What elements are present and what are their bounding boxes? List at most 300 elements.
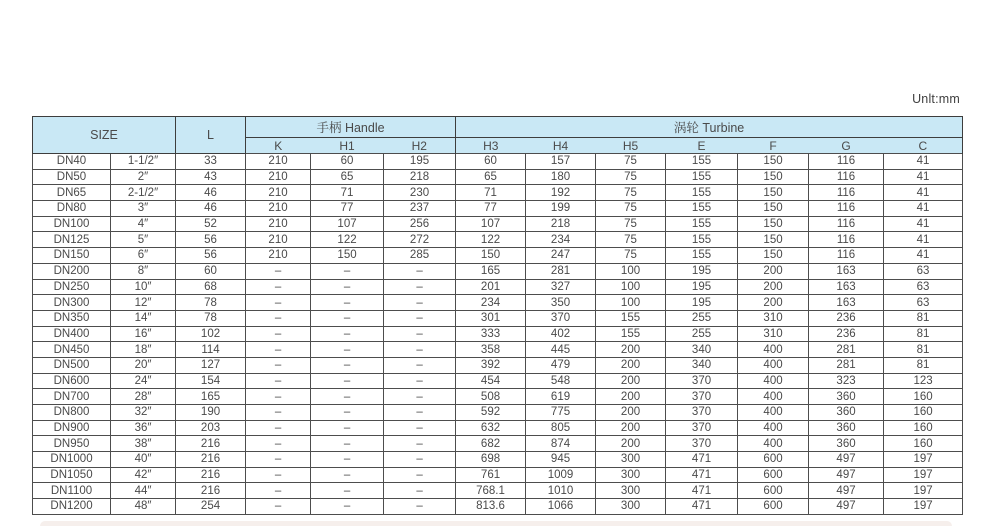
cell: 497 bbox=[809, 467, 884, 483]
cell: – bbox=[384, 326, 456, 342]
cell: 2″ bbox=[111, 169, 176, 185]
cell: 300 bbox=[596, 499, 666, 515]
cell: 327 bbox=[526, 279, 596, 295]
cell: 200 bbox=[596, 373, 666, 389]
cell: 200 bbox=[596, 436, 666, 452]
cell: 81 bbox=[884, 357, 963, 373]
cell: 402 bbox=[526, 326, 596, 342]
table-row bbox=[33, 405, 963, 421]
cell: 360 bbox=[809, 389, 884, 405]
cell: 56 bbox=[176, 232, 246, 248]
cell: 234 bbox=[456, 295, 526, 311]
header-f: F bbox=[738, 138, 809, 154]
cell: 195 bbox=[384, 154, 456, 170]
cell: 216 bbox=[176, 483, 246, 499]
cell: 281 bbox=[809, 342, 884, 358]
cell: 210 bbox=[246, 232, 311, 248]
cell: 210 bbox=[246, 169, 311, 185]
cell: 698 bbox=[456, 452, 526, 468]
cell: 100 bbox=[596, 295, 666, 311]
cell: – bbox=[246, 357, 311, 373]
cell: 400 bbox=[738, 373, 809, 389]
cell: 155 bbox=[596, 310, 666, 326]
cell: 370 bbox=[666, 436, 738, 452]
cell: – bbox=[246, 295, 311, 311]
cell: DN300 bbox=[33, 295, 111, 311]
cell: 255 bbox=[666, 310, 738, 326]
table-row bbox=[33, 373, 963, 389]
cell: 81 bbox=[884, 310, 963, 326]
cell: 471 bbox=[666, 483, 738, 499]
cell: – bbox=[311, 452, 384, 468]
cell: DN450 bbox=[33, 342, 111, 358]
cell: 619 bbox=[526, 389, 596, 405]
cell: 56 bbox=[176, 248, 246, 264]
cell: DN125 bbox=[33, 232, 111, 248]
table-row bbox=[33, 326, 963, 342]
table-row bbox=[33, 279, 963, 295]
cell: – bbox=[311, 357, 384, 373]
cell: – bbox=[246, 452, 311, 468]
cell: 160 bbox=[884, 405, 963, 421]
cell: 42″ bbox=[111, 467, 176, 483]
cell: 154 bbox=[176, 373, 246, 389]
cell: 127 bbox=[176, 357, 246, 373]
cell: 100 bbox=[596, 263, 666, 279]
cell: 210 bbox=[246, 248, 311, 264]
cell: 160 bbox=[884, 436, 963, 452]
cell: 195 bbox=[666, 295, 738, 311]
header-k: K bbox=[246, 138, 311, 154]
cell: – bbox=[246, 279, 311, 295]
cell: 340 bbox=[666, 342, 738, 358]
table-row bbox=[33, 499, 963, 515]
cell: 60 bbox=[456, 154, 526, 170]
table-row bbox=[33, 389, 963, 405]
cell: – bbox=[384, 389, 456, 405]
cell: 116 bbox=[809, 216, 884, 232]
cell: 46 bbox=[176, 185, 246, 201]
cell: – bbox=[246, 499, 311, 515]
cell: 107 bbox=[311, 216, 384, 232]
cell: – bbox=[311, 467, 384, 483]
table-row bbox=[33, 295, 963, 311]
cell: 201 bbox=[456, 279, 526, 295]
cell: DN50 bbox=[33, 169, 111, 185]
cell: 497 bbox=[809, 452, 884, 468]
cell: 65 bbox=[311, 169, 384, 185]
cell: – bbox=[384, 310, 456, 326]
cell: 370 bbox=[666, 373, 738, 389]
cell: DN150 bbox=[33, 248, 111, 264]
cell: 247 bbox=[526, 248, 596, 264]
cell: – bbox=[311, 483, 384, 499]
cell: 360 bbox=[809, 436, 884, 452]
cell: 370 bbox=[526, 310, 596, 326]
header-handle-group: 手柄 Handle bbox=[246, 117, 456, 138]
cell: 300 bbox=[596, 483, 666, 499]
cell: 1-1/2″ bbox=[111, 154, 176, 170]
cell: – bbox=[311, 295, 384, 311]
cell: 150 bbox=[456, 248, 526, 264]
cell: 63 bbox=[884, 279, 963, 295]
cell: 155 bbox=[666, 216, 738, 232]
table-row bbox=[33, 342, 963, 358]
cell: 632 bbox=[456, 420, 526, 436]
cell: 200 bbox=[738, 279, 809, 295]
cell: 350 bbox=[526, 295, 596, 311]
cell: – bbox=[246, 436, 311, 452]
header-g: G bbox=[809, 138, 884, 154]
cell: 116 bbox=[809, 201, 884, 217]
cell: 81 bbox=[884, 342, 963, 358]
cell: 400 bbox=[738, 342, 809, 358]
cell: 370 bbox=[666, 389, 738, 405]
cell: DN900 bbox=[33, 420, 111, 436]
cell: 471 bbox=[666, 499, 738, 515]
table-row bbox=[33, 452, 963, 468]
header-h1: H1 bbox=[311, 138, 384, 154]
cell: 75 bbox=[596, 185, 666, 201]
cell: – bbox=[246, 420, 311, 436]
cell: – bbox=[246, 405, 311, 421]
cell: 75 bbox=[596, 201, 666, 217]
cell: 4″ bbox=[111, 216, 176, 232]
cell: 150 bbox=[738, 154, 809, 170]
cell: 75 bbox=[596, 154, 666, 170]
header-turbine-group: 涡轮 Turbine bbox=[456, 117, 963, 138]
cell: DN1200 bbox=[33, 499, 111, 515]
cell: DN500 bbox=[33, 357, 111, 373]
cell: 163 bbox=[809, 295, 884, 311]
cell: – bbox=[311, 326, 384, 342]
cell: 254 bbox=[176, 499, 246, 515]
cell: 150 bbox=[738, 201, 809, 217]
cell: 77 bbox=[456, 201, 526, 217]
cell: 497 bbox=[809, 483, 884, 499]
cell: 1066 bbox=[526, 499, 596, 515]
cell: 36″ bbox=[111, 420, 176, 436]
cell: 116 bbox=[809, 169, 884, 185]
cell: 81 bbox=[884, 326, 963, 342]
cell: DN1100 bbox=[33, 483, 111, 499]
cell: 165 bbox=[176, 389, 246, 405]
cell: 285 bbox=[384, 248, 456, 264]
cell: 400 bbox=[738, 357, 809, 373]
cell: 107 bbox=[456, 216, 526, 232]
table-row bbox=[33, 216, 963, 232]
cell: 237 bbox=[384, 201, 456, 217]
cell: 160 bbox=[884, 389, 963, 405]
cell: 12″ bbox=[111, 295, 176, 311]
cell: – bbox=[384, 452, 456, 468]
cell: 116 bbox=[809, 185, 884, 201]
header-h3: H3 bbox=[456, 138, 526, 154]
cell: 16″ bbox=[111, 326, 176, 342]
cell: 165 bbox=[456, 263, 526, 279]
cell: DN200 bbox=[33, 263, 111, 279]
cell: 60 bbox=[311, 154, 384, 170]
cell: 310 bbox=[738, 310, 809, 326]
cell: – bbox=[384, 405, 456, 421]
cell: 195 bbox=[666, 263, 738, 279]
cell: 210 bbox=[246, 201, 311, 217]
unit-label: Unlt:mm bbox=[912, 92, 960, 106]
cell: 210 bbox=[246, 185, 311, 201]
cell: 6″ bbox=[111, 248, 176, 264]
cell: 600 bbox=[738, 483, 809, 499]
cell: 400 bbox=[738, 436, 809, 452]
cell: – bbox=[384, 342, 456, 358]
table-row bbox=[33, 310, 963, 326]
cell: 197 bbox=[884, 452, 963, 468]
cell: 155 bbox=[666, 201, 738, 217]
cell: – bbox=[311, 342, 384, 358]
cell: 75 bbox=[596, 232, 666, 248]
cell: 155 bbox=[596, 326, 666, 342]
cell: 218 bbox=[526, 216, 596, 232]
cell: – bbox=[311, 263, 384, 279]
cell: 157 bbox=[526, 154, 596, 170]
table-row bbox=[33, 201, 963, 217]
cell: 400 bbox=[738, 420, 809, 436]
cell: 200 bbox=[596, 357, 666, 373]
cell: 114 bbox=[176, 342, 246, 358]
cell: 24″ bbox=[111, 373, 176, 389]
cell: DN800 bbox=[33, 405, 111, 421]
cell: 3″ bbox=[111, 201, 176, 217]
cell: 123 bbox=[884, 373, 963, 389]
cell: – bbox=[246, 263, 311, 279]
cell: 78 bbox=[176, 295, 246, 311]
header-l: L bbox=[176, 117, 246, 154]
table-row bbox=[33, 357, 963, 373]
cell: 197 bbox=[884, 483, 963, 499]
table-row bbox=[33, 154, 963, 170]
cell: 38″ bbox=[111, 436, 176, 452]
cell: 155 bbox=[666, 232, 738, 248]
table-row bbox=[33, 436, 963, 452]
cell: 116 bbox=[809, 154, 884, 170]
cell: – bbox=[246, 326, 311, 342]
cell: 75 bbox=[596, 216, 666, 232]
cell: 200 bbox=[596, 389, 666, 405]
cell: 63 bbox=[884, 295, 963, 311]
cell: 300 bbox=[596, 452, 666, 468]
cell: 216 bbox=[176, 436, 246, 452]
cell: – bbox=[384, 279, 456, 295]
cell: 71 bbox=[311, 185, 384, 201]
cell: 600 bbox=[738, 499, 809, 515]
cell: 454 bbox=[456, 373, 526, 389]
cell: 52 bbox=[176, 216, 246, 232]
cell: – bbox=[384, 357, 456, 373]
cell: DN350 bbox=[33, 310, 111, 326]
cell: 77 bbox=[311, 201, 384, 217]
cell: 197 bbox=[884, 467, 963, 483]
cell: 200 bbox=[596, 420, 666, 436]
cell: 236 bbox=[809, 310, 884, 326]
cell: – bbox=[384, 436, 456, 452]
cell: 200 bbox=[596, 405, 666, 421]
cell: 210 bbox=[246, 154, 311, 170]
cell: 155 bbox=[666, 248, 738, 264]
cell: 40″ bbox=[111, 452, 176, 468]
cell: – bbox=[311, 389, 384, 405]
cell: 163 bbox=[809, 263, 884, 279]
cell: 358 bbox=[456, 342, 526, 358]
table-row bbox=[33, 169, 963, 185]
cell: 761 bbox=[456, 467, 526, 483]
cell: DN40 bbox=[33, 154, 111, 170]
cell: 192 bbox=[526, 185, 596, 201]
cell: – bbox=[311, 373, 384, 389]
cell: 600 bbox=[738, 467, 809, 483]
cell: DN80 bbox=[33, 201, 111, 217]
cell: 150 bbox=[738, 248, 809, 264]
cell: 43 bbox=[176, 169, 246, 185]
cell: 75 bbox=[596, 248, 666, 264]
cell: 68 bbox=[176, 279, 246, 295]
table-row bbox=[33, 420, 963, 436]
cell: 471 bbox=[666, 452, 738, 468]
cell: 230 bbox=[384, 185, 456, 201]
cell: DN65 bbox=[33, 185, 111, 201]
table-row bbox=[33, 263, 963, 279]
table-row bbox=[33, 467, 963, 483]
cell: – bbox=[311, 279, 384, 295]
cell: 28″ bbox=[111, 389, 176, 405]
table-row bbox=[33, 232, 963, 248]
cell: 150 bbox=[738, 216, 809, 232]
cell: – bbox=[311, 499, 384, 515]
cell: 360 bbox=[809, 405, 884, 421]
cell: – bbox=[246, 310, 311, 326]
cell: 497 bbox=[809, 499, 884, 515]
cell: 945 bbox=[526, 452, 596, 468]
cell: 116 bbox=[809, 248, 884, 264]
cell: – bbox=[311, 405, 384, 421]
cell: 100 bbox=[596, 279, 666, 295]
cell: 41 bbox=[884, 216, 963, 232]
cell: 300 bbox=[596, 467, 666, 483]
header-h4: H4 bbox=[526, 138, 596, 154]
cell: 190 bbox=[176, 405, 246, 421]
cell: 199 bbox=[526, 201, 596, 217]
cell: 281 bbox=[809, 357, 884, 373]
cell: 272 bbox=[384, 232, 456, 248]
valve-dimensions-table bbox=[32, 116, 963, 515]
cell: 479 bbox=[526, 357, 596, 373]
cell: 14″ bbox=[111, 310, 176, 326]
cell: 2-1/2″ bbox=[111, 185, 176, 201]
cell: 775 bbox=[526, 405, 596, 421]
cell: 102 bbox=[176, 326, 246, 342]
cell: 370 bbox=[666, 405, 738, 421]
cell: 71 bbox=[456, 185, 526, 201]
cell: 333 bbox=[456, 326, 526, 342]
cell: 122 bbox=[311, 232, 384, 248]
cell: 41 bbox=[884, 154, 963, 170]
cell: 200 bbox=[738, 295, 809, 311]
cell: 471 bbox=[666, 467, 738, 483]
cell: 150 bbox=[738, 232, 809, 248]
header-h5: H5 bbox=[596, 138, 666, 154]
cell: 163 bbox=[809, 279, 884, 295]
cell: 44″ bbox=[111, 483, 176, 499]
cell: 400 bbox=[738, 389, 809, 405]
cell: 195 bbox=[666, 279, 738, 295]
table-row bbox=[33, 185, 963, 201]
cell: 600 bbox=[738, 452, 809, 468]
cell: – bbox=[311, 420, 384, 436]
cell: – bbox=[246, 373, 311, 389]
cell: 360 bbox=[809, 420, 884, 436]
cell: 216 bbox=[176, 452, 246, 468]
cell: DN600 bbox=[33, 373, 111, 389]
cell: 41 bbox=[884, 201, 963, 217]
cell: 301 bbox=[456, 310, 526, 326]
cell: 508 bbox=[456, 389, 526, 405]
cell: 150 bbox=[311, 248, 384, 264]
cell: DN250 bbox=[33, 279, 111, 295]
cell: 805 bbox=[526, 420, 596, 436]
cell: 41 bbox=[884, 169, 963, 185]
cell: 8″ bbox=[111, 263, 176, 279]
cell: 155 bbox=[666, 169, 738, 185]
cell: 48″ bbox=[111, 499, 176, 515]
cell: – bbox=[384, 499, 456, 515]
cell: – bbox=[246, 389, 311, 405]
cell: 400 bbox=[738, 405, 809, 421]
bottom-decorative-band bbox=[40, 521, 952, 526]
cell: 197 bbox=[884, 499, 963, 515]
cell: 116 bbox=[809, 232, 884, 248]
cell: – bbox=[384, 467, 456, 483]
cell: 18″ bbox=[111, 342, 176, 358]
cell: 234 bbox=[526, 232, 596, 248]
cell: DN1000 bbox=[33, 452, 111, 468]
cell: 813.6 bbox=[456, 499, 526, 515]
header-c: C bbox=[884, 138, 963, 154]
cell: 200 bbox=[738, 263, 809, 279]
cell: DN950 bbox=[33, 436, 111, 452]
cell: 150 bbox=[738, 185, 809, 201]
cell: 218 bbox=[384, 169, 456, 185]
cell: 10″ bbox=[111, 279, 176, 295]
cell: – bbox=[246, 342, 311, 358]
cell: 340 bbox=[666, 357, 738, 373]
cell: 5″ bbox=[111, 232, 176, 248]
cell: 592 bbox=[456, 405, 526, 421]
cell: DN700 bbox=[33, 389, 111, 405]
cell: 310 bbox=[738, 326, 809, 342]
cell: 682 bbox=[456, 436, 526, 452]
cell: 281 bbox=[526, 263, 596, 279]
cell: 41 bbox=[884, 248, 963, 264]
cell: 445 bbox=[526, 342, 596, 358]
cell: 41 bbox=[884, 185, 963, 201]
cell: 874 bbox=[526, 436, 596, 452]
table-header bbox=[33, 117, 963, 154]
cell: 32″ bbox=[111, 405, 176, 421]
cell: 236 bbox=[809, 326, 884, 342]
cell: 122 bbox=[456, 232, 526, 248]
cell: 255 bbox=[666, 326, 738, 342]
cell: 75 bbox=[596, 169, 666, 185]
cell: 323 bbox=[809, 373, 884, 389]
cell: 180 bbox=[526, 169, 596, 185]
